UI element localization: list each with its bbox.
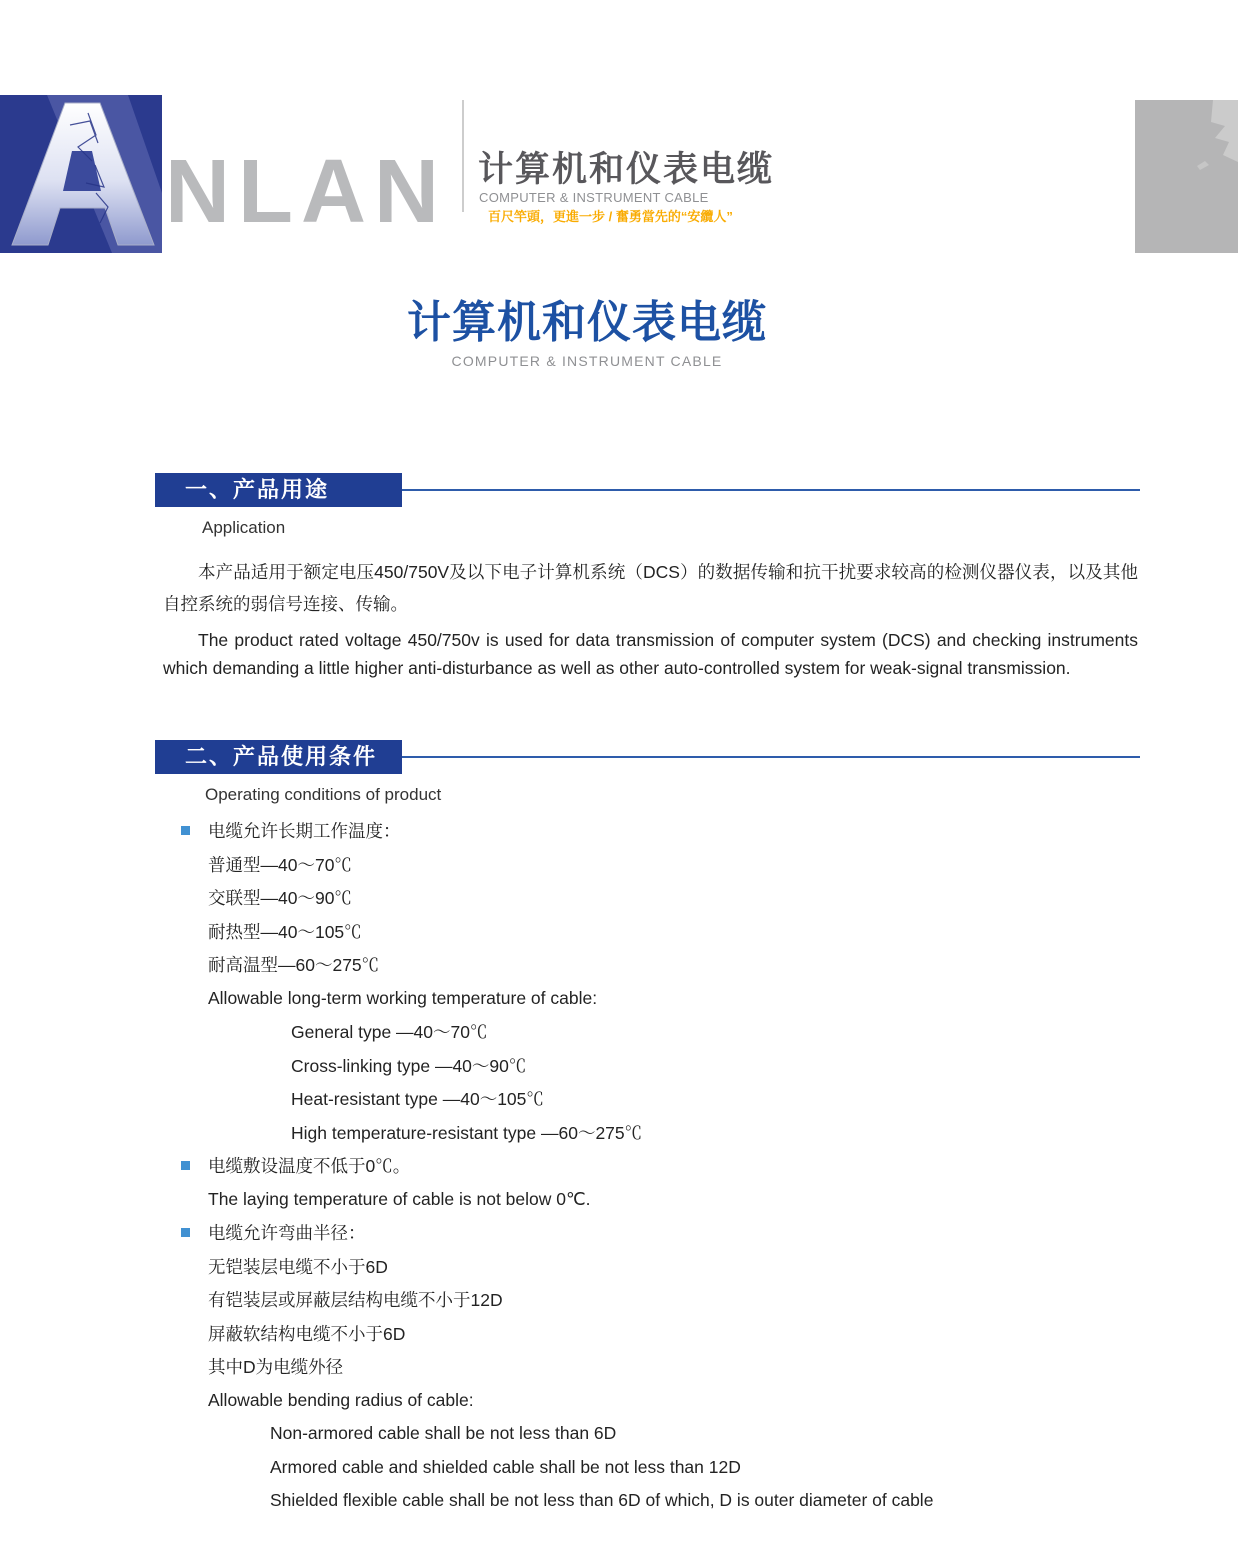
- conditions-list: [163, 814, 1143, 1518]
- list-item-text: 电缆敷设温度不低于0℃。: [208, 1156, 411, 1177]
- list-item: [163, 1451, 1143, 1485]
- bullet-square-icon: [181, 1228, 190, 1237]
- bullet-square-icon: [181, 1161, 190, 1170]
- list-item-text: Armored cable and shielded cable shall be not less than 12D: [270, 1456, 741, 1477]
- application-paragraph-en: The product rated voltage 450/750v is used for data transmission of computer system (DCS) and checking instruments which demanding a little higher anti-disturbance as well as other auto-controlled system for weak-signal transmission.: [163, 630, 1138, 678]
- leaf-photo-icon: [1135, 100, 1238, 253]
- list-item: [163, 1350, 1143, 1384]
- list-item: [163, 915, 1143, 949]
- list-item: [163, 1417, 1143, 1451]
- page-title: 计算机和仪表电缆: [407, 298, 767, 347]
- list-item-text: Cross-linking type —40～90℃: [291, 1055, 527, 1076]
- header-divider: [462, 100, 464, 212]
- list-item: [163, 1283, 1143, 1317]
- list-item: [163, 948, 1143, 982]
- list-item-text: 有铠装层或屏蔽层结构电缆不小于12D: [208, 1290, 503, 1311]
- list-item-text: 电缆允许弯曲半径：: [208, 1223, 366, 1244]
- list-item-text: 普通型—40～70℃: [208, 854, 352, 875]
- list-item: [163, 814, 1143, 848]
- application-paragraph-cn: 本产品适用于额定电压450/750V及以下电子计算机系统（DCS）的数据传输和抗干扰要求较高的检测仪器仪表，以及其他自控系统的弱信号连接、传输。: [163, 562, 1138, 614]
- header-slogan: 百尺竿頭，更進一步 / 奮勇當先的“安纜人”: [488, 209, 733, 224]
- section-1-rule: [402, 489, 1140, 491]
- list-item: [163, 1149, 1143, 1183]
- section-1-heading-box: 一、产品用途: [155, 473, 402, 507]
- page-title-block: [0, 297, 1206, 369]
- section-2-header: [155, 740, 1140, 774]
- list-item: [163, 1049, 1143, 1083]
- list-item-text: 其中D为电缆外径: [208, 1357, 344, 1378]
- list-item: [163, 1183, 1143, 1217]
- list-item-text: Non-armored cable shall be not less than 6D: [270, 1423, 617, 1444]
- list-item: [163, 848, 1143, 882]
- list-item-text: 耐热型—40～105℃: [208, 921, 362, 942]
- list-item-text: 屏蔽软结构电缆不小于6D: [208, 1323, 406, 1344]
- list-item-text: Shielded flexible cable shall be not less than 6D of which, D is outer diameter of cable: [270, 1490, 934, 1511]
- section-1-header: [155, 473, 1140, 507]
- anlan-logo-a-block: [0, 95, 162, 253]
- section-2-heading-box: 二、产品使用条件: [155, 740, 402, 774]
- section-2-heading-en: Operating conditions of product: [205, 785, 442, 804]
- list-item-text: 耐高温型—60～275℃: [208, 955, 380, 976]
- list-item: [163, 982, 1143, 1016]
- list-item-text: Allowable long-term working temperature of cable:: [208, 987, 598, 1008]
- list-item: [163, 1250, 1143, 1284]
- list-item: [163, 881, 1143, 915]
- list-item: [163, 1216, 1143, 1250]
- list-item-text: 无铠装层电缆不小于6D: [208, 1256, 388, 1277]
- list-item: [163, 1384, 1143, 1418]
- section-1-heading-en: Application: [202, 518, 286, 537]
- list-item-text: 电缆允许长期工作温度：: [208, 821, 401, 842]
- list-item-text: Allowable bending radius of cable:: [208, 1389, 474, 1410]
- anlan-wordmark: NLAN: [165, 142, 447, 242]
- list-item-text: 交联型—40～90℃: [208, 888, 352, 909]
- header-photo: [1135, 100, 1238, 253]
- header-product-title-en: COMPUTER & INSTRUMENT CABLE: [479, 190, 709, 205]
- list-item-text: Heat-resistant type —40～105℃: [291, 1089, 544, 1110]
- list-item: [163, 1015, 1143, 1049]
- list-item: [163, 1484, 1143, 1518]
- section-2-rule: [402, 756, 1140, 758]
- list-item: [163, 1082, 1143, 1116]
- list-item-text: General type —40～70℃: [291, 1022, 488, 1043]
- list-item-text: The laying temperature of cable is not below 0℃.: [208, 1188, 591, 1209]
- page-subtitle: COMPUTER & INSTRUMENT CABLE: [451, 353, 723, 369]
- list-item-text: High temperature-resistant type —60～275℃: [291, 1122, 643, 1143]
- logo-a-icon: [0, 95, 162, 253]
- bullet-square-icon: [181, 826, 190, 835]
- list-item: [163, 1116, 1143, 1150]
- list-item: [163, 1317, 1143, 1351]
- header-product-title-cn: 计算机和仪表电缆: [478, 150, 775, 189]
